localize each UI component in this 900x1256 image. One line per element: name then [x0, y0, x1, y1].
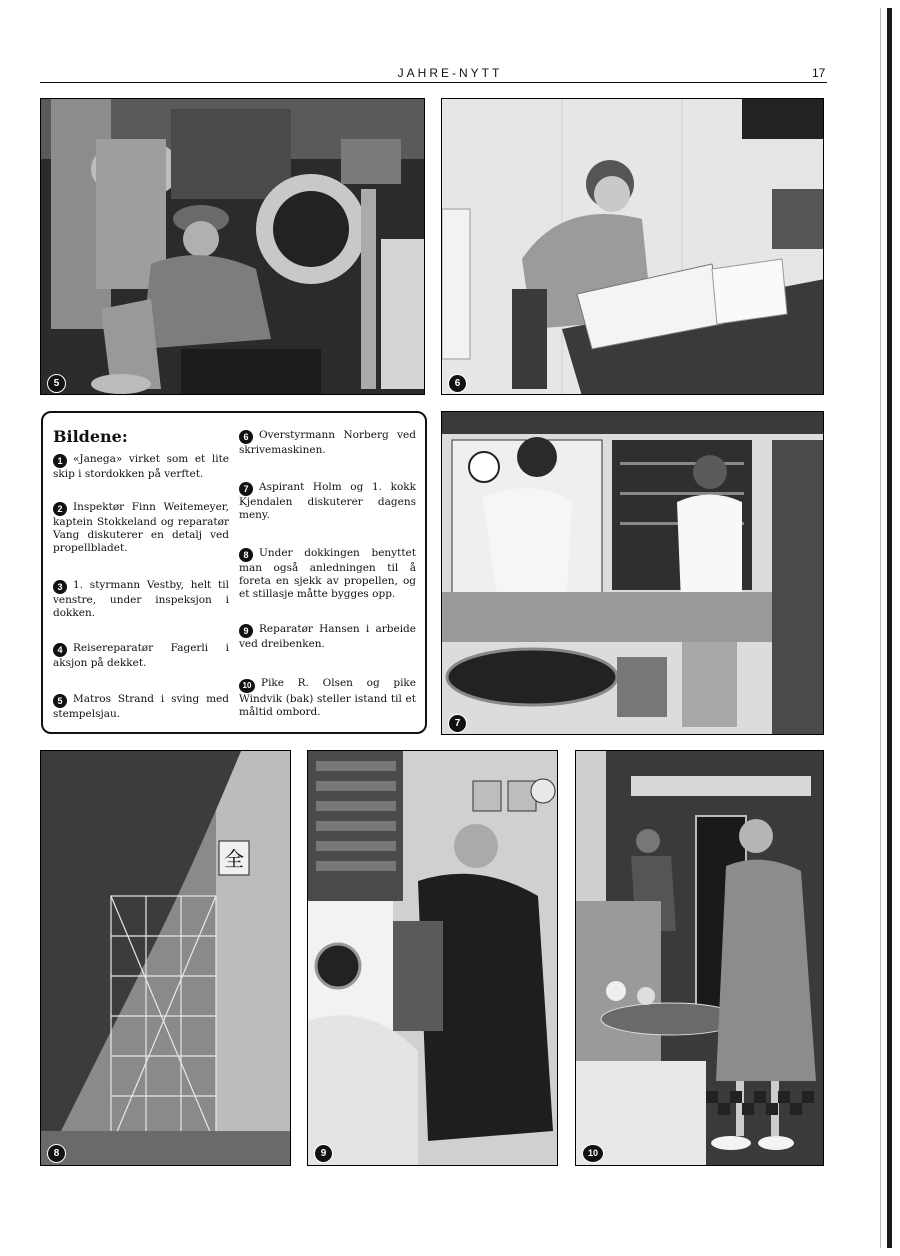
caption-item-3: [53, 579, 229, 620]
caption-number-4: 4: [53, 643, 67, 657]
caption-heading: Bildene:: [53, 427, 128, 446]
page-number: 17: [812, 66, 826, 80]
caption-number-7: 7: [239, 482, 253, 496]
caption-number-10: 10: [239, 679, 255, 693]
caption-item-9: [239, 623, 416, 651]
photo-9-image: [308, 751, 558, 1166]
photo-9-number-badge: 9: [314, 1144, 333, 1163]
photo-5-engine-room: [40, 98, 425, 395]
photo-9-lathe: [307, 750, 558, 1166]
photo-6-number-badge: 6: [448, 374, 467, 393]
caption-number-6: 6: [239, 430, 253, 444]
caption-number-9: 9: [239, 624, 253, 638]
caption-text-4: Reisereparatør Fagerli i aksjon på dekket.: [53, 642, 229, 669]
caption-number-3: 3: [53, 580, 67, 594]
caption-text-1: «Janega» virket som et lite skip i stordokken på verftet.: [53, 453, 229, 480]
caption-text-5: Matros Strand i sving med stempelsjau.: [53, 693, 229, 720]
caption-item-5: [53, 693, 229, 721]
photo-8-sign-glyph: 全: [224, 847, 244, 871]
caption-item-8: [239, 547, 416, 601]
header-rule: [40, 82, 827, 83]
photo-10-pantry: [575, 750, 824, 1166]
photo-7-number-badge: 7: [448, 714, 467, 733]
photo-6-image: [442, 99, 824, 395]
caption-text-2: Inspektør Finn Weitemeyer, kaptein Stokkeland og reparatør Vang diskuterer en detalj ved propellbladet.: [53, 501, 229, 554]
caption-number-5: 5: [53, 694, 67, 708]
page-edge-line: [880, 8, 881, 1248]
photo-10-number-badge: 10: [582, 1144, 604, 1163]
caption-text-6: Overstyrmann Norberg ved skrivemaskinen.: [239, 429, 416, 456]
photo-5-image: [41, 99, 425, 395]
caption-box: [41, 411, 427, 734]
caption-text-8: Under dokkingen benyttet man også anledningen til å foreta en sjekk av propellen, og et stillasje måtte bygges opp.: [239, 547, 416, 600]
caption-item-10: [239, 677, 416, 719]
caption-item-2: [53, 501, 229, 555]
caption-item-1: [53, 453, 229, 481]
photo-8-scaffolding: [40, 750, 291, 1166]
photo-8-number-badge: 8: [47, 1144, 66, 1163]
caption-text-7: Aspirant Holm og 1. kokk Kjendalen diskuterer dagens meny.: [239, 481, 416, 521]
photo-5-number-badge: 5: [47, 374, 66, 393]
photo-6-typewriter: [441, 98, 824, 395]
photo-7-galley: [441, 411, 824, 735]
caption-item-4: [53, 642, 229, 670]
photo-8-image: [41, 751, 291, 1166]
page-edge-shadow: [887, 8, 892, 1248]
caption-text-3: 1. styrmann Vestby, helt til venstre, under inspeksjon i dokken.: [53, 579, 229, 619]
running-header: JAHRE-NYTT: [397, 66, 503, 80]
caption-number-1: 1: [53, 454, 67, 468]
photo-7-image: [442, 412, 824, 735]
caption-item-7: [239, 481, 416, 522]
caption-number-8: 8: [239, 548, 253, 562]
caption-number-2: 2: [53, 502, 67, 516]
caption-item-6: [239, 429, 416, 457]
caption-text-9: Reparatør Hansen i arbeide ved dreibenken.: [239, 623, 416, 650]
caption-text-10: Pike R. Olsen og pike Windvik (bak) steller istand til et måltid ombord.: [239, 677, 416, 718]
photo-10-image: [576, 751, 824, 1166]
